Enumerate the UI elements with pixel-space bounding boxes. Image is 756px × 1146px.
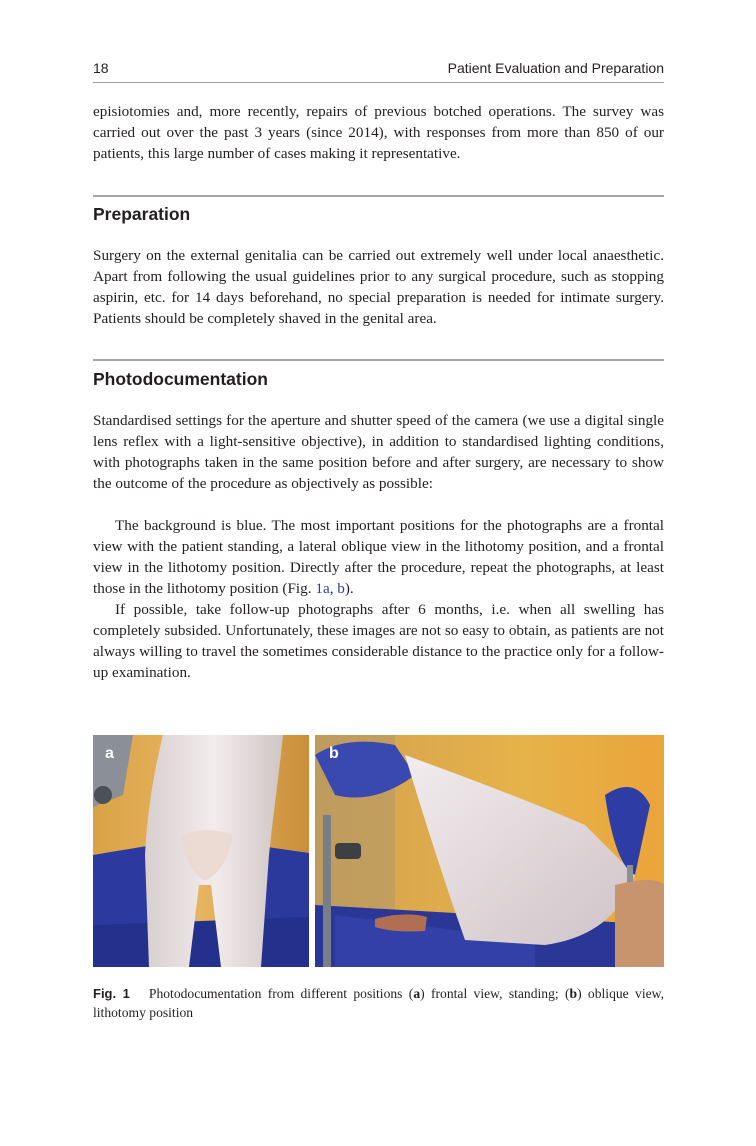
caption-text-1: Photodocumentation from different positions ( [148, 986, 414, 1001]
figure-caption-label: Fig. 1 [93, 986, 130, 1001]
photodoc-paragraph-1: Standardised settings for the aperture and shutter speed of the camera (we use a digital single lens reflex with a light-sensitive objective), in addition to standardised lighting conditions, with photographs taken in the same position before and after surgery, are necessary to show the outcome of the procedure as objectively as possible: [93, 412, 664, 492]
photodoc-paragraph-3: If possible, take follow-up photographs after 6 months, i.e. when all swelling has completely subsided. Unfortunately, these images are not so easy to obtain, as patients are not always willing to travel the sometimes considerable distance to the practice only for a follow-up examination. [93, 601, 664, 681]
figure-ref-b-link[interactable]: b [337, 580, 345, 597]
page-number: 18 [93, 60, 109, 76]
caption-bold-a: a [413, 986, 421, 1001]
panel-label-a: a [105, 745, 114, 762]
frontal-standing-photo [93, 735, 309, 967]
figure-panel-b-photo [315, 735, 664, 967]
photodoc-paragraph-2-text: The background is blue. The most important positions for the photographs are a frontal view with the patient standing, a lateral oblique view in the lithotomy position, and a frontal view in the lithotomy position. Directly after the procedure, repeat the photographs, at least those in the lithotomy position (Fig. [93, 517, 664, 597]
section-rule-preparation [93, 195, 664, 197]
oblique-lithotomy-photo [315, 735, 664, 967]
figure-panel-a-photo [93, 735, 309, 967]
header-rule [93, 82, 664, 83]
section-rule-photodocumentation [93, 359, 664, 361]
running-header [93, 58, 664, 80]
preparation-paragraph: Surgery on the external genitalia can be carried out extremely well under local anaesthetic. Apart from following the usual guidelines prior to any surgical procedure, such as stopping aspirin, etc. for 14 days beforehand, no special preparation is needed for intimate surgery. Patients should be completely shaved in the genital area. [93, 247, 664, 327]
ref-separator: , [329, 580, 338, 597]
intro-paragraph: episiotomies and, more recently, repairs of previous botched operations. The survey was carried out over the past 3 years (since 2014), with responses from more than 850 of our patients, this large number of cases making it representative. [93, 103, 664, 162]
figure-caption [93, 984, 664, 1022]
section-title-photodocumentation: Photodocumentation [93, 369, 268, 389]
panel-label-b: b [329, 745, 339, 762]
caption-text-3: ) oblique view, lithotomy position [93, 986, 664, 1020]
figure-ref-1a-link[interactable]: 1a [315, 580, 330, 597]
ref-close: ). [344, 580, 354, 597]
caption-text-2: ) frontal view, standing; ( [420, 986, 570, 1001]
running-title: Patient Evaluation and Preparation [447, 60, 664, 76]
section-title-preparation: Preparation [93, 204, 191, 224]
photodoc-paragraph-2 [93, 515, 664, 599]
caption-bold-b: b [569, 986, 578, 1001]
